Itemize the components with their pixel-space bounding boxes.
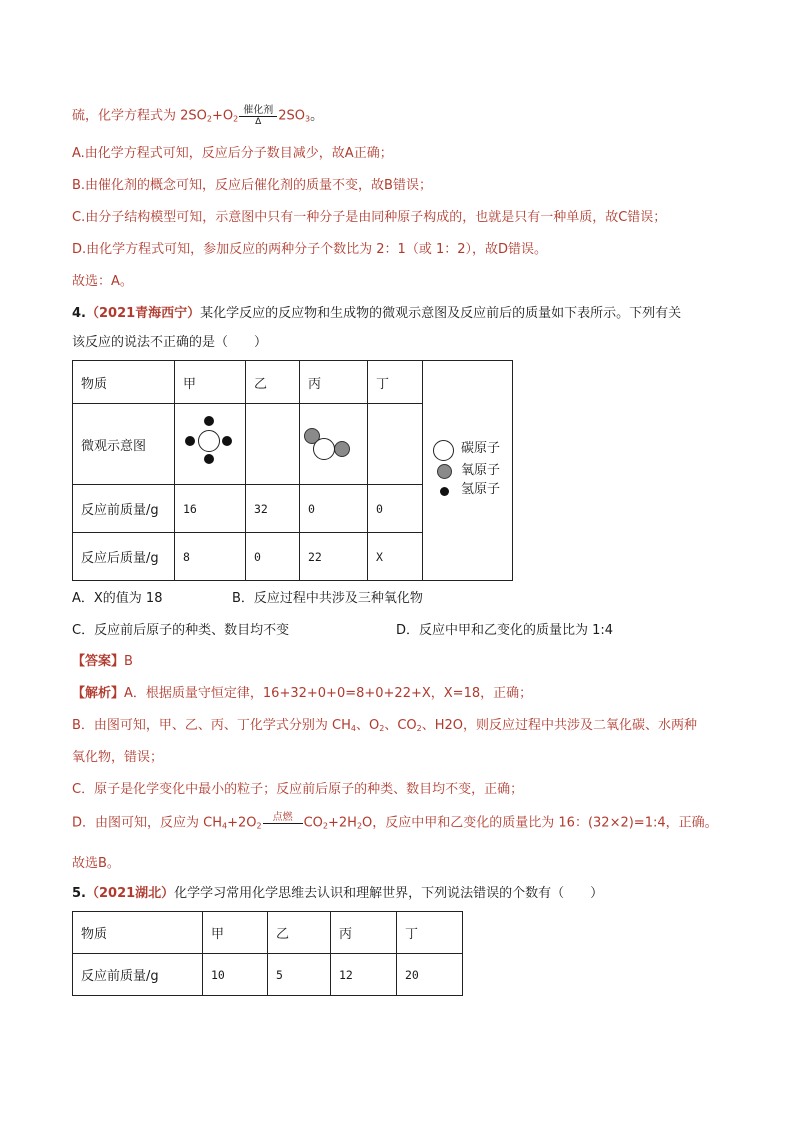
carbon-legend-icon xyxy=(433,440,454,461)
header-jia: 甲 xyxy=(203,912,268,954)
header-ding: 丁 xyxy=(397,912,463,954)
analysis-a: A.由化学方程式可知，反应后分子数目减少，故A正确； xyxy=(72,146,393,161)
q4-analysis-3: 氧化物，错误； xyxy=(72,750,164,765)
q4-analysis-4: C．原子是化学变化中最小的粒子；反应前后原子的种类、数目均不变，正确； xyxy=(72,782,524,797)
ding-molecule-cell xyxy=(368,404,423,485)
hydrogen-atom xyxy=(204,416,214,426)
carbon-atom xyxy=(198,430,220,452)
header-bing: 丙 xyxy=(331,912,397,954)
row-before-label: 反应前质量/g xyxy=(73,485,175,533)
hydrogen-atom xyxy=(185,436,195,446)
row-before-label: 反应前质量/g xyxy=(73,954,203,996)
row-after-label: 反应后质量/g xyxy=(73,533,175,581)
q4-analysis-2: B．由图可知，甲、乙、丙、丁化学式分别为 $CH_4$、$O_2$、$CO_2$、H2O，则反应过程中共涉及二氧化碳、水两种 xyxy=(72,718,698,733)
header-yi: 乙 xyxy=(268,912,331,954)
header-bing: 丙 xyxy=(300,361,368,404)
catalyst-arrow: 催化剂 Δ xyxy=(239,105,277,127)
oxygen-atom xyxy=(334,441,350,457)
analysis-c: C.由分子结构模型可知，示意图中只有一种分子是由同种原子构成的，也就是只有一种单质，故C错误； xyxy=(72,210,667,225)
carbon-atom xyxy=(313,438,335,460)
hydrogen-atom xyxy=(222,436,232,446)
equation-line: 硫，化学方程式为 $2SO_2+O_2$ 催化剂 Δ $2SO_3$。 xyxy=(72,105,324,127)
hydrogen-legend-icon xyxy=(440,487,449,496)
q4-stem-line1: 4.（2021青海西宁）某化学反应的反应物和生成物的微观示意图及反应前后的质量如下表所示。下列有关 xyxy=(72,306,682,321)
q4-answer: 【答案】B xyxy=(72,654,133,669)
analysis-d: D.由化学方程式可知，参加反应的两种分子个数比为 2：1（或 1：2），故D错误。 xyxy=(72,242,548,257)
q5-table: 物质 甲 乙 丙 丁 反应前质量/g 10 5 12 20 xyxy=(72,911,463,996)
legend-hydrogen: 氢原子 xyxy=(461,482,501,497)
header-substance: 物质 xyxy=(73,912,203,954)
oxygen-legend-icon xyxy=(437,464,452,479)
q4-analysis-5: D．由图可知，反应为 $CH_4+2O_2$ 点燃 $CO_2+2H_2O$，反应中甲和乙变化的质量比为 16：(32×2)=1:4，正确。 xyxy=(72,812,718,836)
hydrogen-atom xyxy=(204,454,214,464)
yi-molecule-cell xyxy=(246,404,300,485)
row-micro-label: 微观示意图 xyxy=(73,404,175,485)
legend-oxygen: 氧原子 xyxy=(461,463,501,478)
header-substance: 物质 xyxy=(73,361,175,404)
legend-carbon: 碳原子 xyxy=(461,441,501,456)
header-ding: 丁 xyxy=(368,361,423,404)
q4-option-a: A．X的值为 18 xyxy=(72,591,163,606)
q4-option-c: C．反应前后原子的种类、数目均不变 xyxy=(72,623,290,638)
analysis-b: B.由催化剂的概念可知，反应后催化剂的质量不变，故B错误； xyxy=(72,178,432,193)
q4-table: 物质 甲 乙 丙 丁 微观示意图 反应前质量/g 16 32 0 0 反应后质量/g 8 0 22 X xyxy=(72,360,513,581)
header-jia: 甲 xyxy=(175,361,246,404)
q4-stem-line2: 该反应的说法不正确的是（ ） xyxy=(72,335,268,350)
q4-choose: 故选B。 xyxy=(72,856,120,871)
q5-stem: 5.（2021湖北）化学学习常用化学思维去认识和理解世界，下列说法错误的个数有（ ） xyxy=(72,886,604,901)
ignite-arrow: 点燃 xyxy=(263,812,303,834)
q4-option-b: B．反应过程中共涉及三种氧化物 xyxy=(232,591,423,606)
header-yi: 乙 xyxy=(246,361,300,404)
q4-option-d: D．反应中甲和乙变化的质量比为 1:4 xyxy=(396,623,614,638)
choose-a: 故选：A。 xyxy=(72,274,133,289)
q4-analysis-1: 【解析】A．根据质量守恒定律，16+32+0+0=8+0+22+X，X=18，正确； xyxy=(72,686,533,701)
